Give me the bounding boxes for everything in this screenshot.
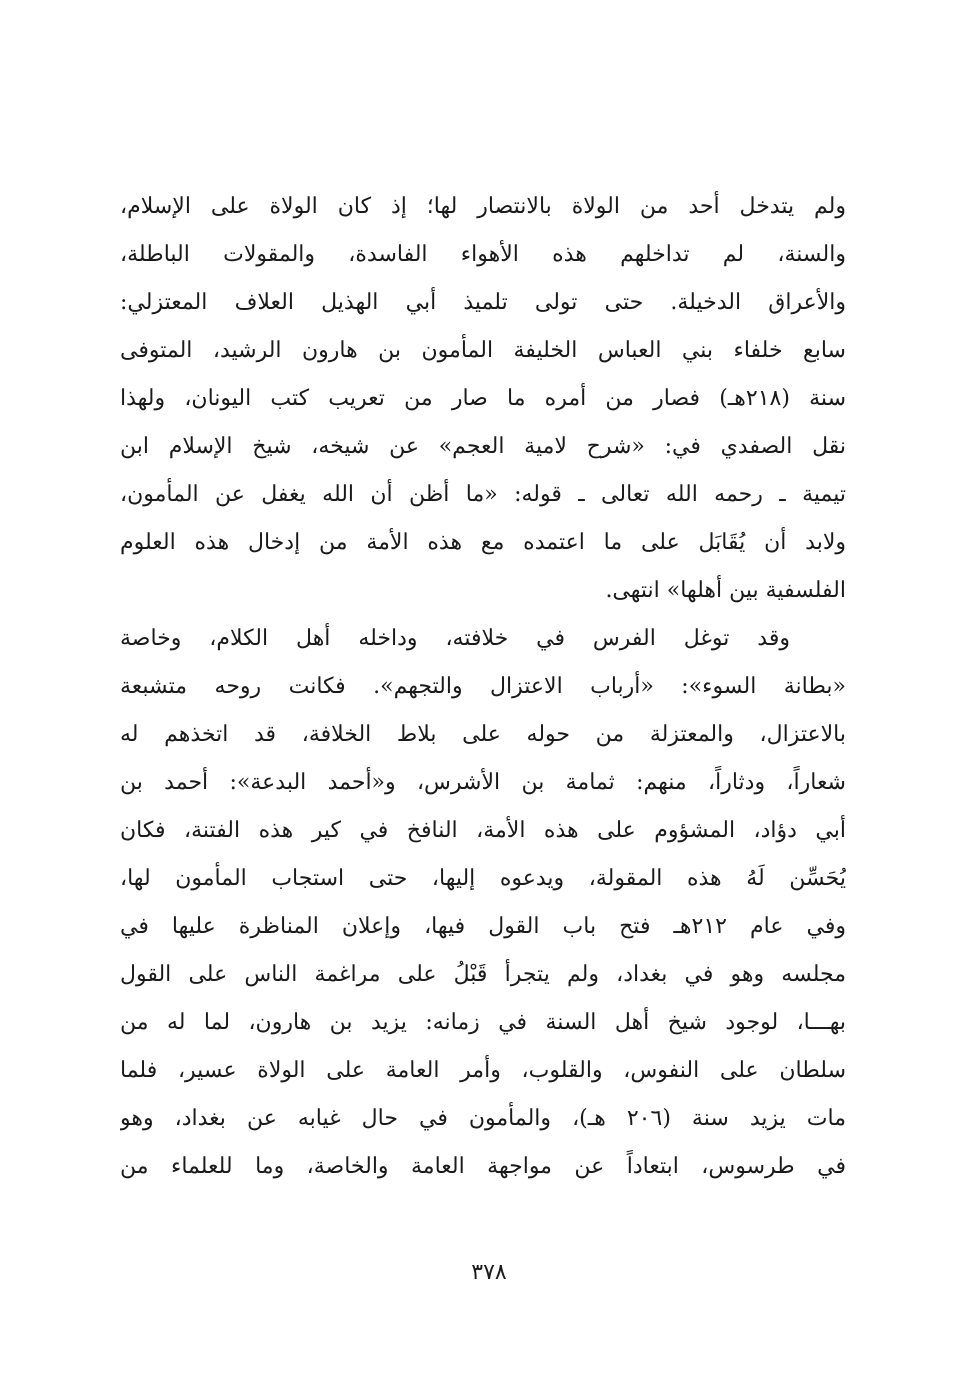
text-line: ولم يتدخل أحد من الولاة بالانتصار لها؛ إذ كان الولاة على الإسلام، — [120, 194, 846, 219]
text-line: تيمية ـ رحمه الله تعالى ـ قوله: «ما أظن أن الله يغفل عن المأمون، — [120, 482, 846, 507]
text-line: وقد توغل الفرس في خلافته، وداخله أهل الكلام، وخاصة — [120, 626, 790, 651]
text-line: يُحَسِّن لَهُ هذه المقولة، ويدعوه إليها، حتى استجاب المأمون لها، — [120, 866, 846, 891]
text-line: سلطان على النفوس، والقلوب، وأمر العامة على الولاة عسير، فلما — [120, 1058, 846, 1083]
text-line: والسنة، لم تداخلهم هذه الأهواء الفاسدة، والمقولات الباطلة، — [120, 242, 846, 267]
text-line: ولابد أن يُقَابَل على ما اعتمده مع هذه الأمة من إدخال هذه العلوم — [120, 530, 846, 555]
text-line: «بطانة السوء»: «أرباب الاعتزال والتجهم». فكانت روحه متشبعة — [120, 674, 846, 699]
text-line: والأعراق الدخيلة. حتى تولى تلميذ أبي الهذيل العلاف المعتزلي: — [120, 290, 846, 315]
body-text — [120, 183, 846, 1191]
text-line: أبي دؤاد، المشؤوم على هذه الأمة، النافخ في كير هذه الفتنة، فكان — [120, 818, 846, 843]
text-line: الفلسفية بين أهلها» انتهى. — [605, 578, 846, 603]
text-line: مات يزيد سنة (٢٠٦ هـ)، والمأمون في حال غيابه عن بغداد، وهو — [120, 1106, 846, 1131]
text-line: في طرسوس، ابتعاداً عن مواجهة العامة والخاصة، وما للعلماء من — [120, 1154, 846, 1179]
text-line: مجلسه وهو في بغداد، ولم يتجرأ قَبْلُ على مراغمة الناس على القول — [120, 962, 846, 987]
text-line: بهـــا، لوجود شيخ أهل السنة في زمانه: يزيد بن هارون، لما له من — [120, 1010, 846, 1035]
text-line: وفي عام ٢١٢هـ فتح باب القول فيها، وإعلان المناظرة عليها في — [120, 914, 846, 939]
text-line: سنة (٢١٨هـ) فصار من أمره ما صار من تعريب كتب اليونان، ولهذا — [120, 386, 846, 411]
text-line: شعاراً، ودثاراً، منهم: ثمامة بن الأشرس، و«أحمد البدعة»: أحمد بن — [120, 770, 846, 795]
page-number: ٣٧٨ — [471, 1260, 507, 1285]
text-line: نقل الصفدي في: «شرح لامية العجم» عن شيخه، شيخ الإسلام ابن — [120, 434, 846, 459]
text-line: سابع خلفاء بني العباس الخليفة المأمون بن هارون الرشيد، المتوفى — [120, 338, 846, 363]
text-line: بالاعتزال، والمعتزلة من حوله على بلاط الخلافة، قد اتخذهم له — [120, 722, 846, 747]
